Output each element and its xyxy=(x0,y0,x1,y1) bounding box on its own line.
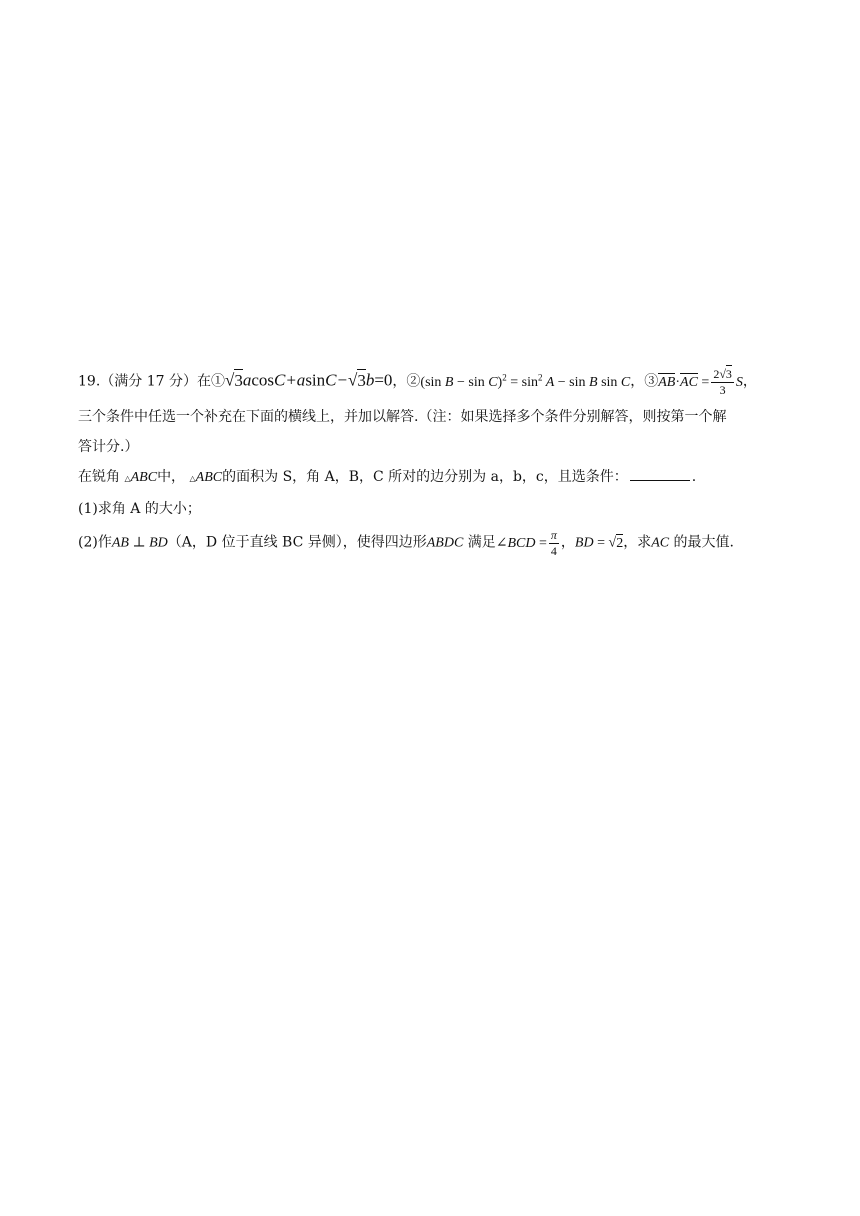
problem-19 xyxy=(78,366,798,559)
condition-2-mark: ② xyxy=(406,373,421,390)
triangle-abc: △ABC xyxy=(189,469,223,485)
perpendicular-formula: AB ⊥ BD xyxy=(111,535,168,551)
problem-line-2: 三个条件中任选一个补充在下面的横线上，并加以解答.（注：如果选择多个条件分别解答，则按第一个解 xyxy=(78,408,727,425)
answer-blank xyxy=(630,466,690,481)
ac-symbol: AC xyxy=(651,535,670,551)
fraction-2sqrt3-over-3: $\frac{2√3}{3}$ xyxy=(713,366,732,397)
angle-bcd-formula: ∠BCD = $\frac{\pi}{4}$ xyxy=(495,527,557,558)
triangle-abc: △ABC xyxy=(124,469,158,485)
condition-1-mark: ① xyxy=(210,373,225,390)
condition-3-formula: AB·AC = $\frac{2√3}{3}$ S xyxy=(658,366,743,397)
condition-3-mark: ③ xyxy=(644,373,659,390)
bd-formula: BD = √2 xyxy=(574,535,624,551)
quadrilateral-abdc: ABDC xyxy=(426,535,464,551)
condition-2-formula: (sin $B - \sin C)^2 = \sin^2 A - \sin B$ sin C xyxy=(420,372,631,390)
problem-line-1: 19.（满分 17 分）在①√3acosC+asinC−√3b=0，②(sin $B - \sin C)^2 = \sin^2 A - \sin B$ sin C，③AB·AC = $\frac{2√3}{3}$ S， xyxy=(78,366,757,397)
problem-number: 19. xyxy=(78,373,101,390)
fraction-pi-over-4: $\frac{\pi}{4}$ xyxy=(550,527,557,558)
part-1: (1)求角 A 的大小； xyxy=(78,500,201,517)
condition-1-formula: √3acosC+asinC−√3b=0 xyxy=(224,370,393,390)
part-2: (2)作AB ⊥ BD（A，D 位于直线 BC 异侧），使得四边形ABDC 满足∠BCD = $\frac{\pi}{4}$ ，BD = √2，求AC 的最大值. xyxy=(78,527,734,558)
problem-line-3: 答计分.） xyxy=(78,438,139,455)
problem-score: （满分 17 分） xyxy=(100,373,197,390)
problem-line-4: 在锐角 △ABC中， △ABC的面积为 S，角 A，B，C 所对的边分别为 a，b，c，且选条件： . xyxy=(78,466,798,490)
